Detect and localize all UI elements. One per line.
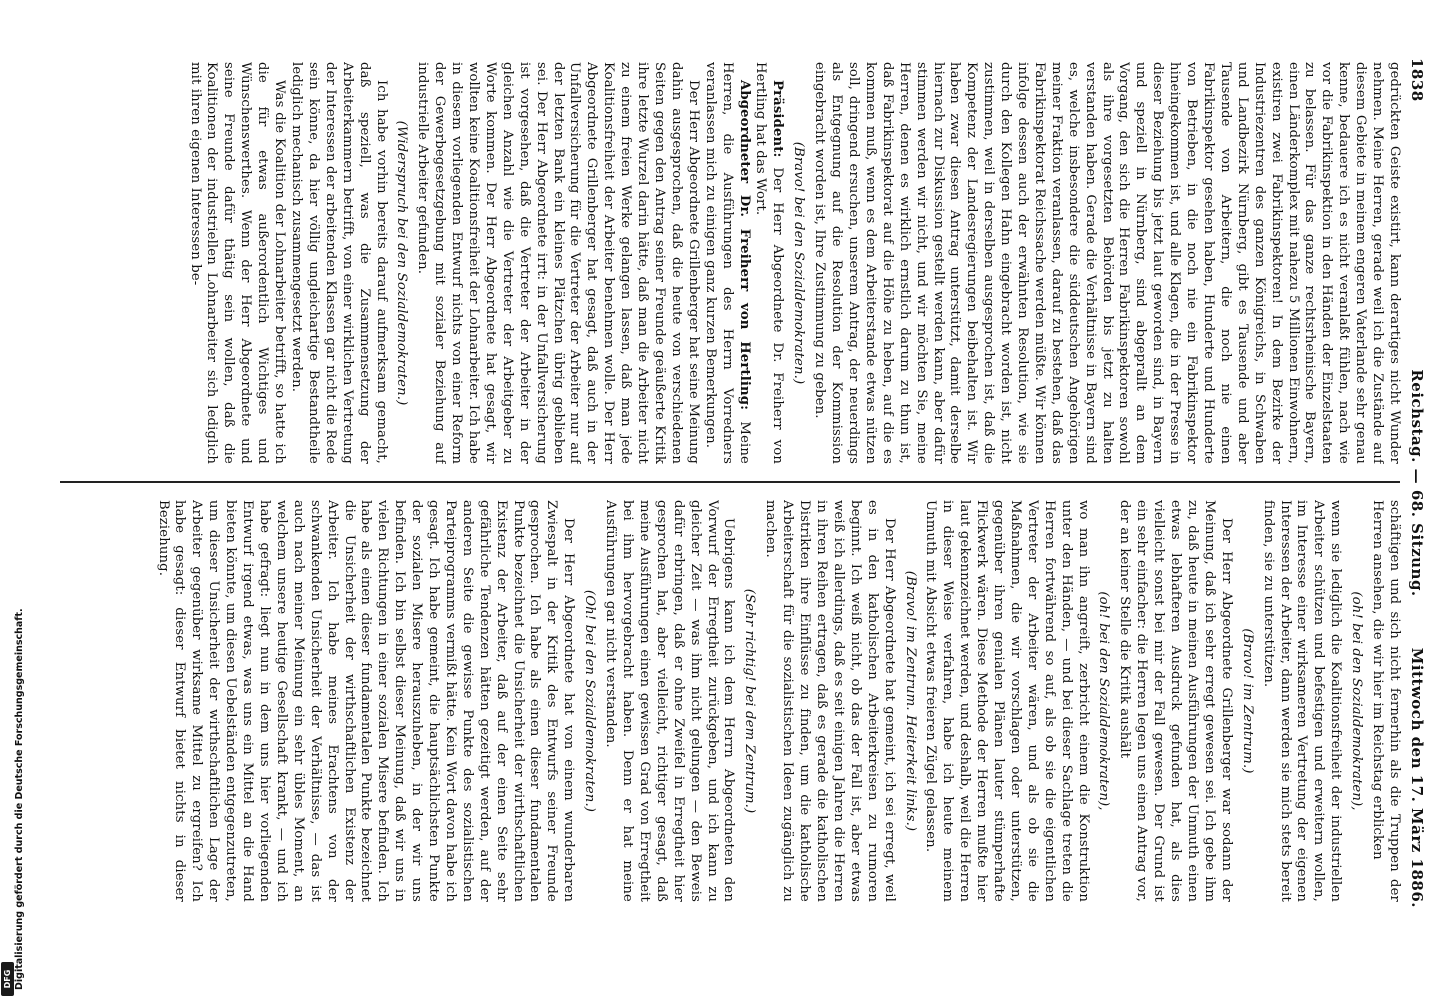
dfg-logo (1, 962, 14, 996)
stage-direction: (Bravo! bei den Sozialdemokraten.) (791, 141, 807, 385)
stage-direction: (Widerspruch bei den Sozialdemokraten.) (394, 120, 410, 406)
document-page (50, 48, 1430, 918)
session-date: Mittwoch den 17. März 1886. (1408, 647, 1426, 908)
column-divider (60, 481, 1400, 483)
dfg-logo-text: DFG (3, 969, 12, 989)
paragraph: schäftigen und sich nicht fernerhin als die Truppen der Herren ansehen, die wir hier im Reichstag erblicken (1370, 500, 1402, 902)
page-header (1406, 58, 1426, 908)
paragraph-text: Meine Herren, die Ausführungen des Herrn Vorredners veranlassen mich zu einigen ganz kurzen Bemerkungen. (702, 62, 752, 464)
digitization-note: Digitalisierung gefördert durch die Deutsche Forschungsgemeinschaft. (14, 608, 25, 990)
digitization-note-strip (2, 608, 25, 990)
paragraph: Der Herr Abgeordnete Grillenberger war sodann der Meinung, daß ich sehr erregt gewesen sei. Ich gebe ihm zu, daß heute in meinen Ausführungen der Unmuth einen etwas lebhafteren Ausdruck gefunden hat, als dies vielleicht sonst bei mir der Fall gewesen. Der Grund ist ein sehr einfacher: die Herren legen uns einen Antrag vor, der an keiner Stelle die Kritik aushält (1117, 500, 1234, 902)
stage-direction: (Bravo! im Zentrum. Heiterkeit links.) (902, 570, 918, 832)
paragraph: wenn sie lediglich die Koalitionsfreiheit der industriellen Arbeiter schützen und befestigen und erweitern wollen, im Interesse einer wirksameren Vertretung der eigenen Interessen der Arbeiter, dann werden sie mich stets bereit finden, sie zu unterstützen. (1260, 500, 1344, 902)
speaker-label: Präsident: (770, 80, 786, 158)
paragraph: Der Herr Abgeordnete hat gemeint, ich sei erregt, weil es in den katholischen Arbeiterkreisen zu rumoren beginnt. Ich weiß nicht, ob das der Fall ist, aber etwas weiß ich allerdings, daß es seit einigen Jahren die Herren in ihren Reihen ertragen, daß es gerade die katholischen Distrikten ihre Einflüsse zu finden, um die katholische Arbeiterschaft für die sozialistischen Ideen zugänglich zu machen. (763, 500, 897, 902)
stage-direction: (Oh! bei den Sozialdemokraten.) (582, 589, 598, 813)
stage-direction: (oh! bei den Sozialdemokraten), (1096, 591, 1112, 811)
stage-direction: (Bravo! im Zentrum.) (1239, 628, 1255, 774)
stage-direction: (oh! bei den Sozialdemokraten), (1349, 591, 1365, 811)
speaker-label: Abgeordneter Dr. Freiherr von Hertling: (736, 80, 752, 411)
paragraph: Der Herr Abgeordnete Grillenberger hat seine Meinung dahin ausgesprochen, daß die heute von verschiedenen Seiten gegen den Antrag seiner Freunde geäußerte Kritik ihre letzte Wurzel darin hätte, daß man die Arbeiter nicht zu einem freien Werke gelangen lassen, daß man jede Koalitionsfreiheit der Arbeiter benehmen wolle. Der Herr Abgeordnete Grillenberger hat gesagt, daß auch in der Unfallversicherung für die Vertreter der Arbeiter nur auf der letzten Bank ein kleines Plätzchen übrig geblieben sei. Der Herr Abgeordnete irrt: in der Unfallversicherung ist vorgesehen, daß die Vertreter der Arbeiter in der gleichen Anzahl wie die Vertreter der Arbeitgeber zu Worte kommen. Der Herr Abgeordnete hat gesagt, wir wollten keine Koalitionsfreiheit der Lohnarbeiter. Ich habe in diesem vorliegenden Entwurf nichts von einer Reform der Gewerbegesetzgebung mit sozialer Beziehung auf industrielle Arbeiter gefunden. (415, 62, 701, 464)
paragraph: Was die Koalition der Lohnarbeiter betrifft, so hatte ich die für etwas außerordentlich Wichtiges und Wünschenswerthes. Wenn der Herr Abgeordnete und seine Freunde dafür thätig sein wollen, daß die Koalitionen der industriellen Lohnarbeiter sich lediglich mit ihren eigenen Interessen be- (187, 62, 288, 464)
paragraph: Ich habe vorhin bereits darauf aufmerksam gemacht, daß speziell, was die Zusammensetzung der Arbeiterkammern betrifft, von einer wirklichen Vertretung der Interessen der arbeitenden Klassen gar nicht die Rede sein könne, da hier völlig ungleichartige Bestandtheile lediglich mechanisch zusammengesetzt werden. (289, 62, 389, 464)
paragraph (752, 62, 786, 464)
paragraph: wo man ihn angreift, zerbricht einem die Konstruktion unter den Händen, — und bei dieser Sachlage treten die Herren fortwährend so auf, als ob sie die eigentlichen Vertreter der Arbeiter wären, und als ob sie die Maßnahmen, die wir vorschlagen oder unterstützen, gegenüber ihren genialen Plänen lauter stümperhafte Flickwerk wären. Diese Methode der Herren mußte hier laut gekennzeichnet werden, und deshalb, weil die Herren in dieser Weise verfahren, habe ich heute meinem Unmuth mit Absicht etwas freieren Zügel gelassen. (923, 500, 1091, 902)
paragraph: gedrückten Geiste existirt, kann derartiges nicht Wunder nehmen. Meine Herren, gerade weil ich die Zustände auf diesem Gebiete in meinem engeren Vaterlande sehr genau kenne, bedauere ich es nicht veranlaßt fühlen, nach wie vor die Fabrikinspektion in den Händen der Einzelstaaten zu belassen. Für das ganze rechtsrheinische Bayern, einen Länderkomplex mit nahezu 5 Millionen Einwohnern, existiren zwei Fabrikinspektoren! In dem Bezirke der Industriezentren des ganzen Königreichs, in Schwaben und Landbezirk Nürnberg, gibt es Tausende und aber Tausende von Arbeitern, die noch nie einen Fabrikinspektor gesehen haben, Hunderte und Hunderte von Betrieben, in die noch nie ein Fabrikinspektor hineingekommen ist, und alle Klagen, die in der Presse in dieser Beziehung bis jetzt laut geworden sind, in Bayern und speziell in Nürnberg, sind abgeprallt an dem Vorgang, den sich die Herren Fabrikinspektoren sowohl als ihre vorgesetzten Behörden bis jetzt zu halten verstanden haben. Gerade die Verhältnisse in Bayern sind es, welche insbesondere die süddeutschen Angehörigen meiner Fraktion veranlassen, darauf zu bestehen, daß das Fabrikinspektorat Reichssache werden müßte. Wir können infolge dessen auch der erwähnten Resolution, wie sie durch den Kollegen Hahn eingebracht worden ist, nicht zustimmen, weil in derselben ausgesprochen ist, daß die Kompetenz der Landesregierungen beibehalten ist. Wir haben zwar diesen Antrag unterstützt, damit derselbe hiernach zur Diskussion gestellt werden kann, aber dafür stimmen werden wir nicht, und wir möchten Sie, meine Herren, denen es wirklich ernstlich darum zu thun ist, daß Fabrikinspektorat auf die Höhe zu heben, auf die es kommen muß, wenn es dem Arbeiterstande etwas nützen soll, dringend ersuchen, unserem Antrag, der neuerdings als Entgegnung auf die Resolution der Kommission eingebracht worden ist, Ihre Zustimmung zu geben. (812, 62, 1402, 464)
paragraph: Uebrigens kann ich dem Herrn Abgeordneten den Vorwurf der Erregtheit zurückgeben, und ich kann zu gleicher Zeit — was ihm nicht gelungen — den Beweis dafür erbringen, daß er ohne Zweifel in Erregtheit hier gesprochen hat, aber vielleicht, richtiger gesagt, daß meine Ausführungen einen gewissen Grad von Erregtheit bei ihm hervorgebracht haben. Denn er hat meine Ausführungen gar nicht verstanden. (603, 500, 737, 902)
left-column (57, 62, 1402, 464)
paragraph (701, 62, 752, 464)
page-number: 1838 (1408, 58, 1426, 102)
stage-direction: (Sehr richtig! bei dem Zentrum.) (742, 588, 758, 814)
paragraph: Der Herr Abgeordnete hat von einem wunderbaren Zwiespalt in der Kritik des Entwurfs seiner Freunde gesprochen. Ich habe als einen dieser fundamentalen Punkte bezeichnet die Unsicherheit der wirthschaftlichen Existenz der Arbeiter, daß auf der einen Seite sehr gefährliche Tendenzen hätten gezeitigt werden, auf der anderen Seite die gewisse Punkte des sozialistischen Parteiprogramms vermißt hätte. Kein Wort davon habe ich gesagt. Ich habe gemeint, die hauptsächlichsten Punkte der sozialen Misere herauszuheben, in der wir uns befinden. Ich bin selbst dieser Meinung, daß wir uns in vielen Richtungen in einer sozialen Misere befinden. Ich habe als einen dieser fundamentalen Punkte bezeichnet die Unsicherheit der wirthschaftlichen Existenz der Arbeiter. Ich habe meines Erachtens von der schwankenden Unsicherheit der Verhältnisse, — das ist auch nach meiner Meinung ein sehr übles Moment, an welchem unsere heutige Gesellschaft krankt, — und ich habe gefragt: liegt nun in dem uns hier vorliegenden Entwurf irgend etwas, was uns ein Mittel an die Hand bieten könnte, um diesen Uebelständen entgegenzutreten, um dieser Unsicherheit der wirthschaftlichen Lage der Arbeiter gegenüber wirksame Mittel zu ergreifen? Ich habe gesagt: dieser Entwurf bietet nichts in dieser Beziehung. (155, 500, 577, 902)
right-column (57, 500, 1402, 902)
page-title: Reichstag. — 68. Sitzung. (1408, 369, 1426, 597)
paragraph-text: Der Herr Abgeordnete Dr. Freiherr von Hertling hat das Wort. (753, 62, 786, 464)
